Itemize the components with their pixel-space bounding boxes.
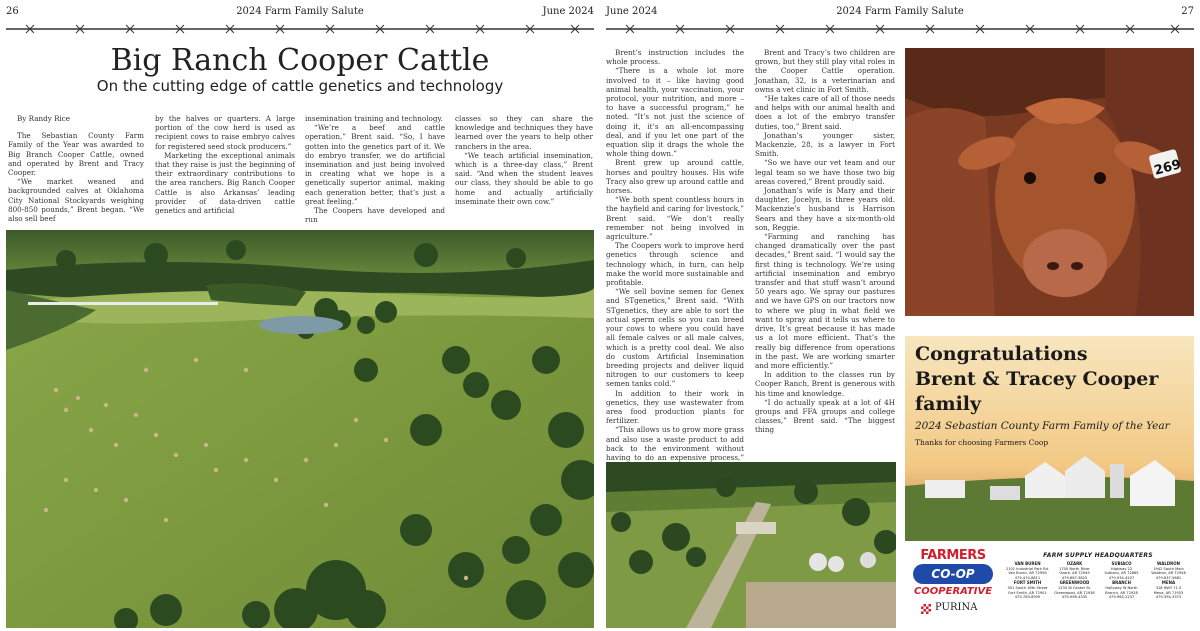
branch-phone: 479-996-4335 xyxy=(1061,595,1088,600)
page-number: 26 xyxy=(6,6,19,17)
branch-city: Fort Smith, AR 72901 xyxy=(1008,590,1047,595)
branch-list xyxy=(1005,562,1191,600)
paragraph: “There is a whole lot more involved to it – like having good animal health, your vaccination, your protocol, your nutrition, and more – to have a successful program,” he noted. “It’s not just the science of doing it, it’s an all-encompassing deal, and if you let one part of the equation slip it drags the whole the whole thing down.” xyxy=(606,66,744,159)
branch-addr: 318 HWY 71 S xyxy=(1155,585,1182,590)
branch-name: BRANCH xyxy=(1112,580,1131,586)
barbed-wire-divider xyxy=(606,24,1194,34)
branch-name: VAN BUREN xyxy=(1014,561,1041,566)
article-column-2 xyxy=(155,114,295,215)
ad-congrats-title xyxy=(915,342,1158,417)
branch-addr: 2101 Industrial Park Rd. xyxy=(1005,566,1050,571)
ad-title-line: Brent & Tracey Cooper xyxy=(915,368,1159,390)
paragraph: “This allows us to grow more grass and also use a waste product to add back to the environment without having to do an expensive process,” xyxy=(606,425,744,462)
article-column-3 xyxy=(305,114,445,224)
branch-phone: 479-965-2237 xyxy=(1108,595,1135,600)
article-column-6 xyxy=(755,48,895,435)
branch-name: MENA xyxy=(1161,580,1176,586)
branch-city: Branch, AR 72928 xyxy=(1105,590,1138,595)
article-subhead: On the cutting edge of cattle genetics and technology xyxy=(96,77,504,95)
branch-listing xyxy=(1052,562,1097,580)
ad-title-line: Congratulations xyxy=(915,343,1088,365)
hq-title: FARM SUPPLY HEADQUARTERS xyxy=(1043,552,1153,559)
branch-city: Van Buren, AR 72956 xyxy=(1008,571,1047,576)
branch-listing xyxy=(1099,562,1144,580)
farmers-coop-logo xyxy=(911,548,997,620)
branch-listing xyxy=(1052,581,1097,599)
branch-city: Ozark, AR 72949 xyxy=(1059,571,1090,576)
header-title: 2024 Farm Family Salute xyxy=(236,6,364,17)
branch-addr: Highway 22 xyxy=(1110,566,1133,571)
paragraph: “So we have our vet team and our legal team so we have those two big areas covered,” Brent proudly said. xyxy=(755,158,895,186)
paragraph: The Sebastian County Farm Family of the Year was awarded to Big Branch Cooper Cattle, owned and operated by Brent and Tracy Cooper. xyxy=(8,131,144,178)
branch-name: GREENWOOD xyxy=(1059,580,1090,586)
branch-phone: 479-667-3825 xyxy=(1061,575,1088,580)
paragraph: “We teach artificial insemination, which is a three-day class,” Brent said. “And when the student leaves our class, they should be able to go home and actually artificially inseminate their own cow.” xyxy=(455,150,593,206)
paragraph: In addition to the classes run by Cooper Ranch, Brent is generous with his time and knowledge. xyxy=(755,370,895,398)
branch-listing xyxy=(1146,562,1191,580)
branch-addr: 1235 W Center St. xyxy=(1057,585,1092,590)
ear-tag-number: 269 xyxy=(1152,157,1183,179)
cattle-photo xyxy=(905,48,1194,316)
ad-thanks: Thanks for choosing Farmers Coop xyxy=(915,438,1049,447)
farmstead-photo xyxy=(606,462,896,628)
paragraph: by the halves or quarters. A large portion of the cow herd is used as recipient cows to raise embryo calves for registered seed stock producers.” xyxy=(155,114,295,151)
paragraph: insemination training and technology. xyxy=(305,114,443,123)
page-header xyxy=(6,6,594,20)
paragraph: Brent and Tracy’s two children are grown, but they still play vital roles in the Cooper Cattle operation. Jonathan, 32, is a veterinarian and owns a vet clinic in Fort Smith. xyxy=(755,48,895,94)
logo-coop-badge: CO-OP xyxy=(913,564,993,584)
branch-addr: Hollyway W North xyxy=(1105,585,1138,590)
purina-checkerboard-icon xyxy=(921,604,931,614)
ad-title-line: family xyxy=(915,393,982,415)
logo-cooperative-text: COOPERATIVE xyxy=(913,586,993,597)
branch-phone: 479-394-3373 xyxy=(1155,595,1182,600)
branch-name: WALDRON xyxy=(1156,561,1181,566)
header-date: June 2024 xyxy=(606,6,658,17)
branch-listing xyxy=(1146,581,1191,599)
paragraph: Jonathan’s younger sister, Mackenzie, 28, is a lawyer in Fort Smith. xyxy=(755,130,895,159)
branch-name: FORT SMITH xyxy=(1013,580,1042,586)
paragraph: “Farming and ranching has changed dramatically over the past decades,” Brent said. “I would say the first thing is technology. We’re using artificial insemination and embryo transfer and that stuff wasn’t around 50 years ago. We spray our pastures and we have GPS on our tractors now to where we plug in what field we want to spray and it tells us where to drive. It’s great because it has made us a lot more efficient. That’s the really big difference from operations in the past. We are working smarter and more efficiently.” xyxy=(755,232,895,370)
branch-city: Subiaco, AR 72865 xyxy=(1104,571,1139,576)
paragraph: Jonathan’s wife is Mary and their daughter, Jocelyn, is three years old. Mackenzie’s husband is Harrison Sears and they have a six-month-old son, Reggie. xyxy=(755,186,895,232)
branch-phone: 479-934-4207 xyxy=(1108,575,1135,580)
paragraph: “We sell bovine semen for Genex and STgenetics,” Brent said. “With STgenetics, they are able to sort the actual sperm cells so you can breed your cows to where you could have all female calves or all male calves, which is a pretty cool deal. We also do custom Artificial Insemination breeding projects and deliver liquid nitrogen to our customers to keep semen tanks cold.” xyxy=(606,287,744,389)
paragraph: In addition to their work in genetics, they use wastewater from area food production plants for fertilizer. xyxy=(606,388,744,426)
logo-farmers-text: FARMERS xyxy=(920,548,986,563)
branch-name: SUBIACO xyxy=(1111,561,1132,566)
page-header xyxy=(606,6,1194,20)
branch-listing xyxy=(1099,581,1144,599)
paragraph: Marketing the exceptional animals that they raise is just the beginning of their extraordinary contributions to the area ranchers. Big Ranch Cooper Cattle is also Arkansas’ leading provider of data-driven cattle genetics and artificial xyxy=(155,150,295,216)
paragraph: “I do actually speak at a lot of 4H groups and FFA groups and college classes,” Brent said. “The biggest thing xyxy=(755,397,895,435)
barbed-wire-divider xyxy=(6,24,594,34)
header-title: 2024 Farm Family Salute xyxy=(836,6,964,17)
purina-text: PURINA xyxy=(935,602,978,613)
article-headline: Big Ranch Cooper Cattle xyxy=(110,43,490,78)
article-column-1 xyxy=(8,114,144,223)
header-date: June 2024 xyxy=(542,6,594,17)
branch-listing xyxy=(1005,562,1050,580)
farmers-coop-ad xyxy=(905,336,1194,625)
branch-addr: 1700 North River xyxy=(1059,566,1090,571)
page-number: 27 xyxy=(1181,6,1194,17)
paragraph: The Coopers work to improve herd genetics through science and technology which, in turn, can help make the world more sustainable and profitable. xyxy=(606,241,744,288)
article-column-5 xyxy=(606,48,744,471)
paragraph: Brent’s instruction includes the whole process. xyxy=(606,48,744,67)
branch-phone: 479-637-5681 xyxy=(1155,575,1182,580)
branch-listing xyxy=(1005,581,1050,599)
paragraph: “We market weaned and backgrounded calves at Oklahoma City National Stockyards weighing 800-850 pounds,” Brent began. “We also sell beef xyxy=(8,177,144,224)
ad-subtitle: 2024 Sebastian County Farm Family of the Year xyxy=(915,420,1170,432)
branch-city: Mena, AR 71953 xyxy=(1153,590,1184,595)
branch-phone: 479-474-8811 xyxy=(1014,575,1041,580)
branch-phone: 479-783-8959 xyxy=(1014,595,1041,600)
branch-name: OZARK xyxy=(1066,561,1083,566)
branch-city: Waldron, AR 72958 xyxy=(1151,571,1186,576)
paragraph: The Coopers have developed and run xyxy=(305,206,445,225)
paragraph: “We’re a beef and cattle operation,” Brent said. “So, I have gotten into the genetics part of it. We do embryo transfer, we do artificial insemination and just being involved in creating what we hope is a genetically superior animal, making each generation better, that’s just a great feeling.” xyxy=(305,123,445,206)
paragraph: classes so they can share the knowledge and techniques they have learned over the years to help other ranchers in the area. xyxy=(455,114,593,151)
branch-addr: 1942 South Main xyxy=(1153,566,1184,571)
farm-supply-headquarters xyxy=(1005,552,1191,600)
article-column-4 xyxy=(455,114,593,206)
paragraph: “He takes care of all of those needs and helps with our animal health and does a lot of the embryo transfer duties, too,” Brent said. xyxy=(755,94,895,131)
branch-city: Greenwood, AR 72936 xyxy=(1054,590,1095,595)
aerial-farm-photo xyxy=(6,230,594,628)
branch-addr: 301 South 18th Street xyxy=(1007,585,1048,590)
paragraph: Brent grew up around cattle, horses and poultry houses. His wife Tracy also grew up around cattle and horses. xyxy=(606,158,744,196)
paragraph: “We both spent countless hours in the hayfield and caring for livestock,” Brent said. “We don’t really remember not being involved in agriculture.” xyxy=(606,195,744,242)
byline: By Randy Rice xyxy=(17,114,71,123)
